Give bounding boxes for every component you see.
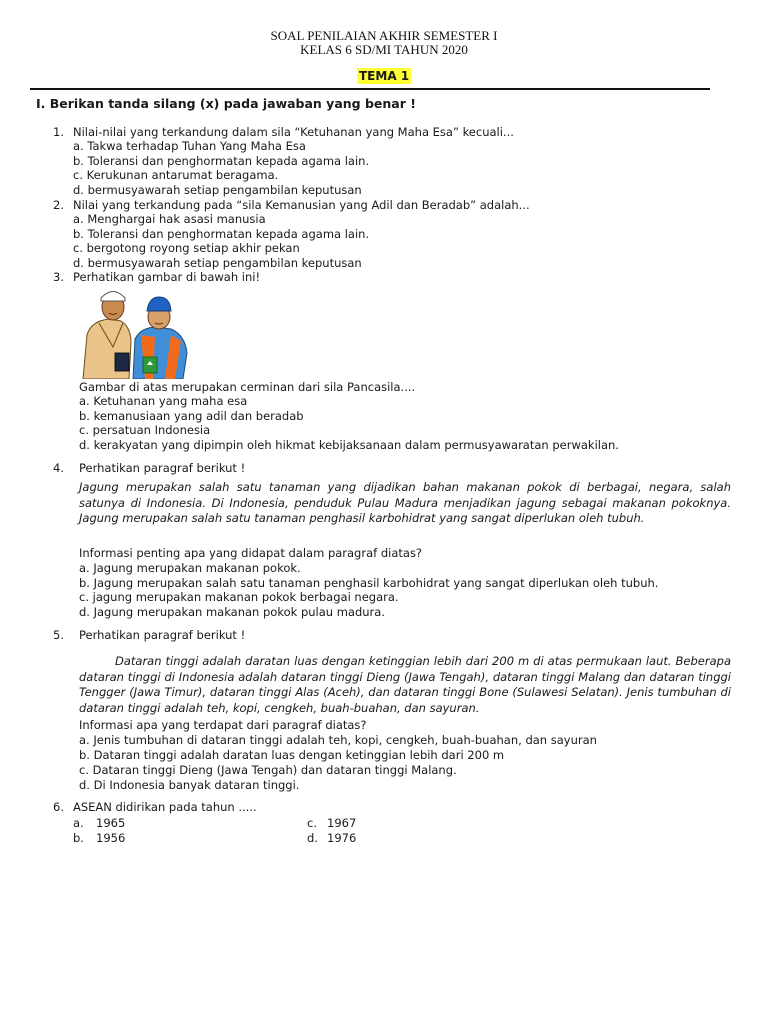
exam-title: SOAL PENILAIAN AKHIR SEMESTER I	[270, 28, 498, 43]
question-5-option-b: b. Dataran tinggi adalah daratan luas dengan ketinggian lebih dari 200 m	[79, 748, 505, 762]
question-5-paragraph: Dataran tinggi adalah daratan luas dengan ketinggian lebih dari 200 m di atas permukaan laut. Beberapa dataran tinggi di Indonesia adalah dataran tinggi Dieng (Jawa Tengah), dataran tinggi Malang dan dataran tinggi Tengger (Jawa Timur), dataran tinggi Alas (Aceh), dan dataran tinggi Bone (Sulawesi Selatan). Jenis tumbuhan di dataran tinggi adalah teh, kopi, cengkeh, buah-buahan, dan sayuran.	[79, 654, 731, 715]
exam-class-year: KELAS 6 SD/MI TAHUN 2020	[300, 42, 468, 57]
question-6-option-d-value: 1976	[327, 831, 357, 845]
question-6-option-c-value: 1967	[327, 816, 357, 830]
question-6-option-d-letter: d.	[307, 831, 318, 845]
question-6-text: ASEAN didirikan pada tahun .....	[73, 800, 257, 814]
question-4-number: 4.	[53, 461, 64, 475]
question-1-number: 1.	[53, 125, 64, 139]
question-4-option-a: a. Jagung merupakan makanan pokok.	[79, 561, 301, 575]
question-6-option-a-letter: a.	[73, 816, 84, 830]
question-3-option-b: b. kemanusiaan yang adil dan beradab	[79, 409, 304, 423]
question-3-question: Gambar di atas merupakan cerminan dari sila Pancasila....	[79, 380, 416, 394]
header-divider	[30, 88, 710, 90]
question-5-text: Perhatikan paragraf berikut !	[79, 628, 246, 642]
question-4-option-b: b. Jagung merupakan salah satu tanaman penghasil karbohidrat yang sangat diperlukan oleh tubuh.	[79, 576, 659, 590]
question-3-option-d: d. kerakyatan yang dipimpin oleh hikmat kebijaksanaan dalam permusyawaratan perwakilan.	[79, 438, 619, 452]
question-1-option-c: c. Kerukunan antarumat beragama.	[73, 168, 279, 182]
question-4-text: Perhatikan paragraf berikut !	[79, 461, 246, 475]
question-2-text: Nilai yang terkandung pada “sila Kemanusian yang Adil dan Beradab” adalah...	[73, 198, 530, 212]
question-3-number: 3.	[53, 270, 64, 284]
question-5-option-c: c. Dataran tinggi Dieng (Jawa Tengah) dan dataran tinggi Malang.	[79, 763, 457, 777]
question-6-option-a-value: 1965	[96, 816, 126, 830]
question-2-option-b: b. Toleransi dan penghormatan kepada agama lain.	[73, 227, 370, 241]
question-4-option-c: c. jagung merupakan makanan pokok berbagai negara.	[79, 590, 399, 604]
question-5-number: 5.	[53, 628, 64, 642]
question-2-option-a: a. Menghargai hak asasi manusia	[73, 212, 266, 226]
question-5-question: Informasi apa yang terdapat dari paragraf diatas?	[79, 718, 367, 732]
question-4-option-d: d. Jagung merupakan makanan pokok pulau madura.	[79, 605, 385, 619]
section-instruction: I. Berikan tanda silang (x) pada jawaban yang benar !	[36, 96, 416, 111]
question-6-option-b-letter: b.	[73, 831, 84, 845]
question-1-text: Nilai-nilai yang terkandung dalam sila “Ketuhanan yang Maha Esa” kecuali...	[73, 125, 514, 139]
question-3-option-c: c. persatuan Indonesia	[79, 423, 211, 437]
question-5-option-d: d. Di Indonesia banyak dataran tinggi.	[79, 778, 300, 792]
question-1-option-b: b. Toleransi dan penghormatan kepada agama lain.	[73, 154, 370, 168]
question-4-question: Informasi penting apa yang didapat dalam paragraf diatas?	[79, 546, 423, 560]
question-2-option-d: d. bermusyawarah setiap pengambilan keputusan	[73, 256, 362, 270]
question-4-paragraph: Jagung merupakan salah satu tanaman yang dijadikan bahan makanan pokok di berbagai, negara, salah satunya di Indonesia. Di Indonesia, penduduk Pulau Madura menjadikan jagung sebagai makanan pokoknya. Jagung merupakan salah satu tanaman penghasil karbohidrat yang sangat diperlukan oleh tubuh.	[79, 480, 731, 525]
question-1-option-d: d. bermusyawarah setiap pengambilan keputusan	[73, 183, 362, 197]
question-3-text: Perhatikan gambar di bawah ini!	[73, 270, 261, 284]
question-3-option-a: a. Ketuhanan yang maha esa	[79, 394, 248, 408]
question-2-number: 2.	[53, 198, 64, 212]
question-2-option-c: c. bergotong royong setiap akhir pekan	[73, 241, 300, 255]
question-5-option-a: a. Jenis tumbuhan di dataran tinggi adalah teh, kopi, cengkeh, buah-buahan, dan sayuran	[79, 733, 597, 747]
question-6-number: 6.	[53, 800, 64, 814]
theme-label: TEMA 1	[359, 69, 410, 83]
question-6-option-b-value: 1956	[96, 831, 126, 845]
question-1-option-a: a. Takwa terhadap Tuhan Yang Maha Esa	[73, 139, 306, 153]
two-men-illustration	[79, 287, 195, 379]
question-6-option-c-letter: c.	[307, 816, 317, 830]
